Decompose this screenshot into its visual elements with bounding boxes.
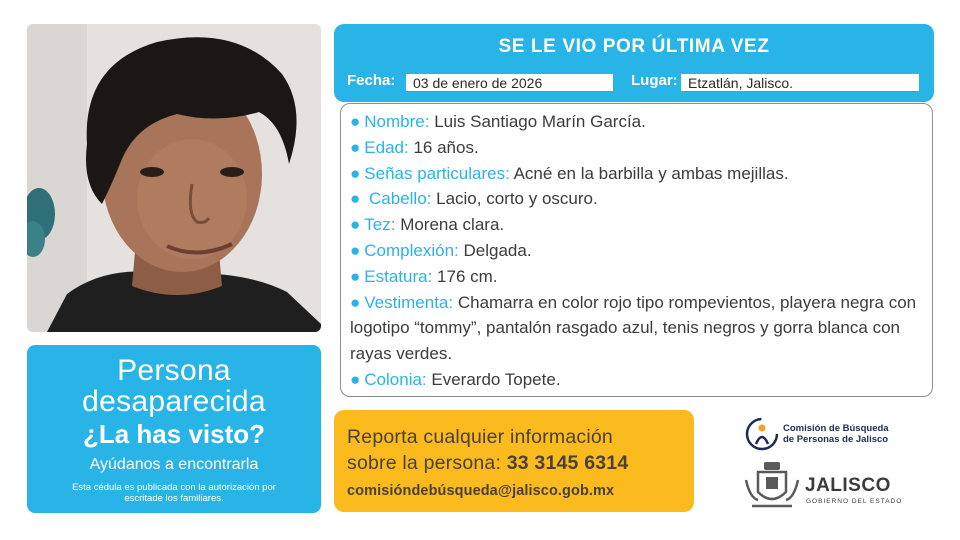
detail-value: Chamarra en color rojo tipo rompevientos, playera negra con logotipo “tommy”, pantalón rasgado azul, tenis negros y gorra blanca con rayas verdes. [350,292,917,364]
detail-value: Delgada. [458,240,532,260]
report-line2 [347,450,694,476]
detail-build [350,238,924,264]
bullet-icon: ● [350,240,361,260]
detail-value: Everardo Topete. [426,369,561,389]
detail-marks [350,161,924,187]
person-circle-icon [744,415,780,453]
detail-age [350,135,924,161]
detail-value: Luis Santiago Marín García. [429,112,646,131]
detail-key: Complexión: [364,240,459,260]
detail-name [350,109,924,135]
detail-value: 176 cm. [432,266,498,286]
jalisco-logo [744,460,914,512]
jalisco-name: JALISCO [805,475,891,496]
detail-key: Estatura: [364,266,433,286]
report-box [334,410,694,512]
detail-height [350,264,924,290]
commission-name [783,423,889,445]
coat-of-arms-icon [744,460,800,512]
bullet-icon: ● [350,266,361,286]
missing-person-photo [27,24,321,332]
jalisco-subtitle: GOBIERNO DEL ESTADO [806,498,903,505]
person-details [340,103,933,397]
last-seen-heading: SE LE VIO POR ÚLTIMA VEZ [498,36,770,57]
commission-line2: de Personas de Jalisco [783,434,889,445]
detail-skin [350,212,924,238]
last-seen-header [334,24,934,102]
report-email[interactable]: comisióndebúsqueda@jalisco.gob.mx [347,483,615,499]
detail-value: 16 años. [408,137,479,157]
panel-question: ¿La has visto? [82,419,266,449]
place-value: Etzatlán, Jalisco. [681,74,919,92]
commission-line1: Comisión de Búsqueda [783,423,889,434]
detail-key: Colonia: [364,369,427,389]
bullet-icon: ● [350,112,361,131]
report-line1: Reporta cualquier información [347,426,613,448]
bullet-icon: ● [350,215,361,235]
place-label: Lugar: [631,72,678,89]
date-label: Fecha: [347,72,396,89]
detail-clothing [350,290,924,367]
detail-hair [350,186,924,212]
last-seen-row [347,72,918,94]
missing-person-panel [27,345,321,513]
bullet-icon: ● [350,369,361,389]
detail-key: Nombre: [364,112,430,131]
panel-title-line2: desaparecida [82,385,266,418]
bullet-icon: ● [350,189,361,209]
detail-value: Morena clara. [395,215,505,235]
detail-key: Edad: [364,137,409,157]
detail-neighborhood [350,367,924,393]
detail-value: Lacio, corto y oscuro. [431,189,598,209]
detail-key: Tez: [364,215,396,235]
detail-value: Acné en la barbilla y ambas mejillas. [509,163,789,183]
bullet-icon: ● [350,137,361,157]
detail-key: Cabello: [364,189,432,209]
commission-logo [744,415,914,453]
detail-key: Vestimenta: [364,292,454,312]
detail-key: Señas particulares: [364,163,510,183]
panel-title-line1: Persona [117,354,231,387]
bullet-icon: ● [350,292,361,312]
date-value: 03 de enero de 2026 [406,74,613,92]
report-phone[interactable]: 33 3145 6314 [506,452,629,474]
bullet-icon: ● [350,163,361,183]
panel-authorization-note: Esta cédula es publicada con la autorización por escritade los familiares. [72,482,276,504]
panel-help-text: Ayúdanos a encontrarla [89,456,259,473]
report-prefix: sobre la persona: [347,452,507,474]
